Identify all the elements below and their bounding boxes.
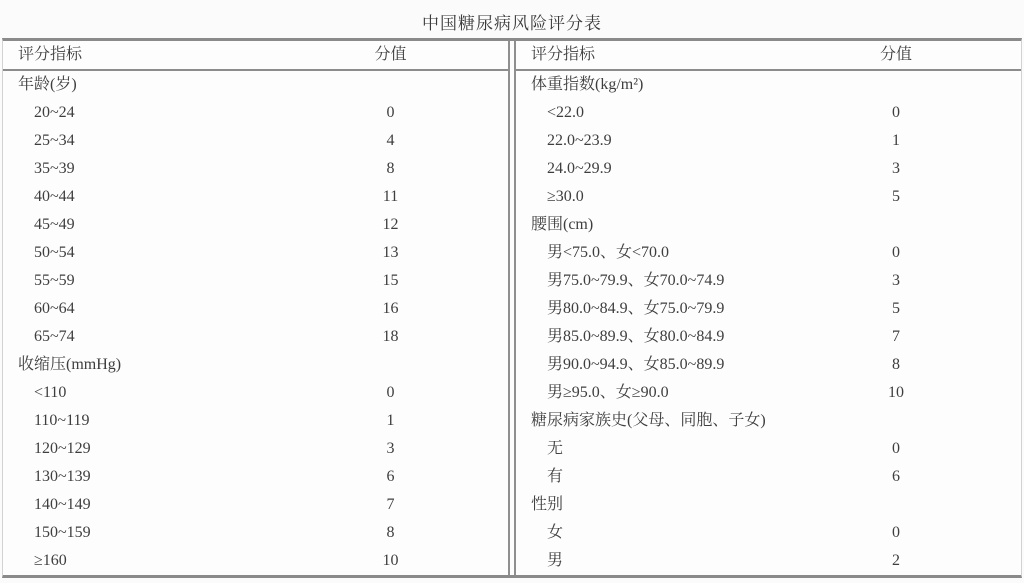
row-score: 5 (892, 188, 900, 205)
column-header-indicator: 评分指标 (18, 46, 83, 63)
table-row (516, 323, 1021, 351)
row-score (771, 71, 1021, 99)
row-score: 3 (386, 440, 395, 457)
row-score: 0 (386, 384, 395, 401)
row-label: 60~64 (34, 300, 75, 317)
table-row (516, 351, 1021, 379)
table-row (516, 211, 1021, 239)
row-label: 年龄(岁) (18, 76, 77, 93)
row-score: 13 (382, 244, 399, 261)
row-label: 22.0~23.9 (547, 132, 612, 149)
table-row (516, 127, 1021, 155)
table-left-panel (3, 41, 510, 575)
table-row (3, 155, 508, 183)
row-label: 男90.0~94.9、女85.0~89.9 (547, 356, 725, 373)
row-score (771, 491, 1021, 519)
table-row (516, 407, 1021, 435)
row-label: 55~59 (34, 272, 75, 289)
page-title: 中国糖尿病风险评分表 (422, 14, 602, 33)
row-score: 11 (382, 188, 399, 205)
table-row (516, 547, 1021, 575)
row-label: 无 (547, 440, 564, 457)
table-row (516, 267, 1021, 295)
table-row (3, 127, 508, 155)
table-row (3, 211, 508, 239)
table-row (3, 267, 508, 295)
row-label: 收缩压(mmHg) (18, 356, 122, 373)
row-score: 7 (386, 496, 395, 513)
table-row (516, 379, 1021, 407)
table-right-panel (514, 41, 1021, 575)
column-header-score: 分值 (879, 46, 912, 63)
row-score: 6 (892, 468, 900, 485)
row-label: 20~24 (34, 104, 75, 121)
table-row (3, 407, 508, 435)
row-score: 4 (386, 132, 395, 149)
row-score: 0 (892, 244, 900, 261)
table-row (3, 491, 508, 519)
table-row (3, 519, 508, 547)
row-label: 男 (547, 552, 564, 569)
row-score: 2 (892, 552, 900, 569)
row-score (771, 407, 1021, 435)
table-row (3, 71, 508, 99)
table-row (516, 183, 1021, 211)
table-row (3, 547, 508, 575)
table-row (516, 295, 1021, 323)
row-label: ≥30.0 (547, 188, 584, 205)
row-score (273, 351, 508, 379)
row-score: 10 (888, 384, 904, 401)
row-score: 1 (386, 412, 395, 429)
row-label: 120~129 (34, 440, 91, 457)
row-score: 0 (892, 440, 900, 457)
row-label: 糖尿病家族史(父母、同胞、子女) (531, 412, 766, 429)
row-score: 1 (892, 132, 900, 149)
table-row (516, 71, 1021, 99)
row-score (273, 71, 508, 99)
row-label: 男<75.0、女<70.0 (547, 244, 670, 261)
row-score: 12 (382, 216, 399, 233)
score-table (2, 38, 1022, 578)
table-row (3, 295, 508, 323)
row-label: 45~49 (34, 216, 75, 233)
row-score: 8 (386, 524, 395, 541)
column-header-indicator: 评分指标 (531, 46, 596, 63)
table-row (516, 99, 1021, 127)
row-label: 65~74 (34, 328, 75, 345)
row-score: 3 (892, 272, 900, 289)
row-label: <110 (34, 384, 67, 401)
table-row (3, 351, 508, 379)
table-row (516, 155, 1021, 183)
row-label: 男75.0~79.9、女70.0~74.9 (547, 272, 725, 289)
column-header-score: 分值 (374, 46, 407, 63)
table-row (3, 239, 508, 267)
row-score: 8 (386, 160, 395, 177)
row-score: 0 (892, 104, 900, 121)
row-label: 35~39 (34, 160, 75, 177)
table-row (516, 239, 1021, 267)
table-row (516, 519, 1021, 547)
row-label: 50~54 (34, 244, 75, 261)
row-label: 110~119 (34, 412, 90, 429)
row-score: 10 (382, 552, 399, 569)
row-score: 16 (382, 300, 399, 317)
row-score: 0 (892, 524, 900, 541)
row-score: 6 (386, 468, 395, 485)
table-row (3, 183, 508, 211)
left-header-row (3, 41, 508, 71)
row-label: 腰围(cm) (531, 216, 594, 233)
row-label: 150~159 (34, 524, 91, 541)
right-header-row (516, 41, 1021, 71)
row-label: <22.0 (547, 104, 585, 121)
table-row (3, 323, 508, 351)
row-label: 女 (547, 524, 564, 541)
row-label: 25~34 (34, 132, 75, 149)
row-score: 15 (382, 272, 399, 289)
table-row (3, 463, 508, 491)
row-label: 体重指数(kg/m²) (531, 76, 644, 93)
row-label: 性别 (531, 496, 564, 513)
row-label: 男≥95.0、女≥90.0 (547, 384, 669, 401)
row-score: 8 (892, 356, 900, 373)
row-score: 0 (386, 104, 395, 121)
row-score: 3 (892, 160, 900, 177)
table-row (516, 463, 1021, 491)
row-label: 男85.0~89.9、女80.0~84.9 (547, 328, 725, 345)
row-label: 24.0~29.9 (547, 160, 612, 177)
row-score: 5 (892, 300, 900, 317)
row-label: 40~44 (34, 188, 75, 205)
table-row (516, 491, 1021, 519)
row-label: 有 (547, 468, 564, 485)
row-label: 140~149 (34, 496, 91, 513)
row-label: ≥160 (34, 552, 67, 569)
table-row (3, 379, 508, 407)
row-score: 7 (892, 328, 900, 345)
row-label: 男80.0~84.9、女75.0~79.9 (547, 300, 725, 317)
row-label: 130~139 (34, 468, 91, 485)
table-row (3, 99, 508, 127)
table-row (516, 435, 1021, 463)
row-score: 18 (382, 328, 399, 345)
table-row (3, 435, 508, 463)
row-score (771, 211, 1021, 239)
